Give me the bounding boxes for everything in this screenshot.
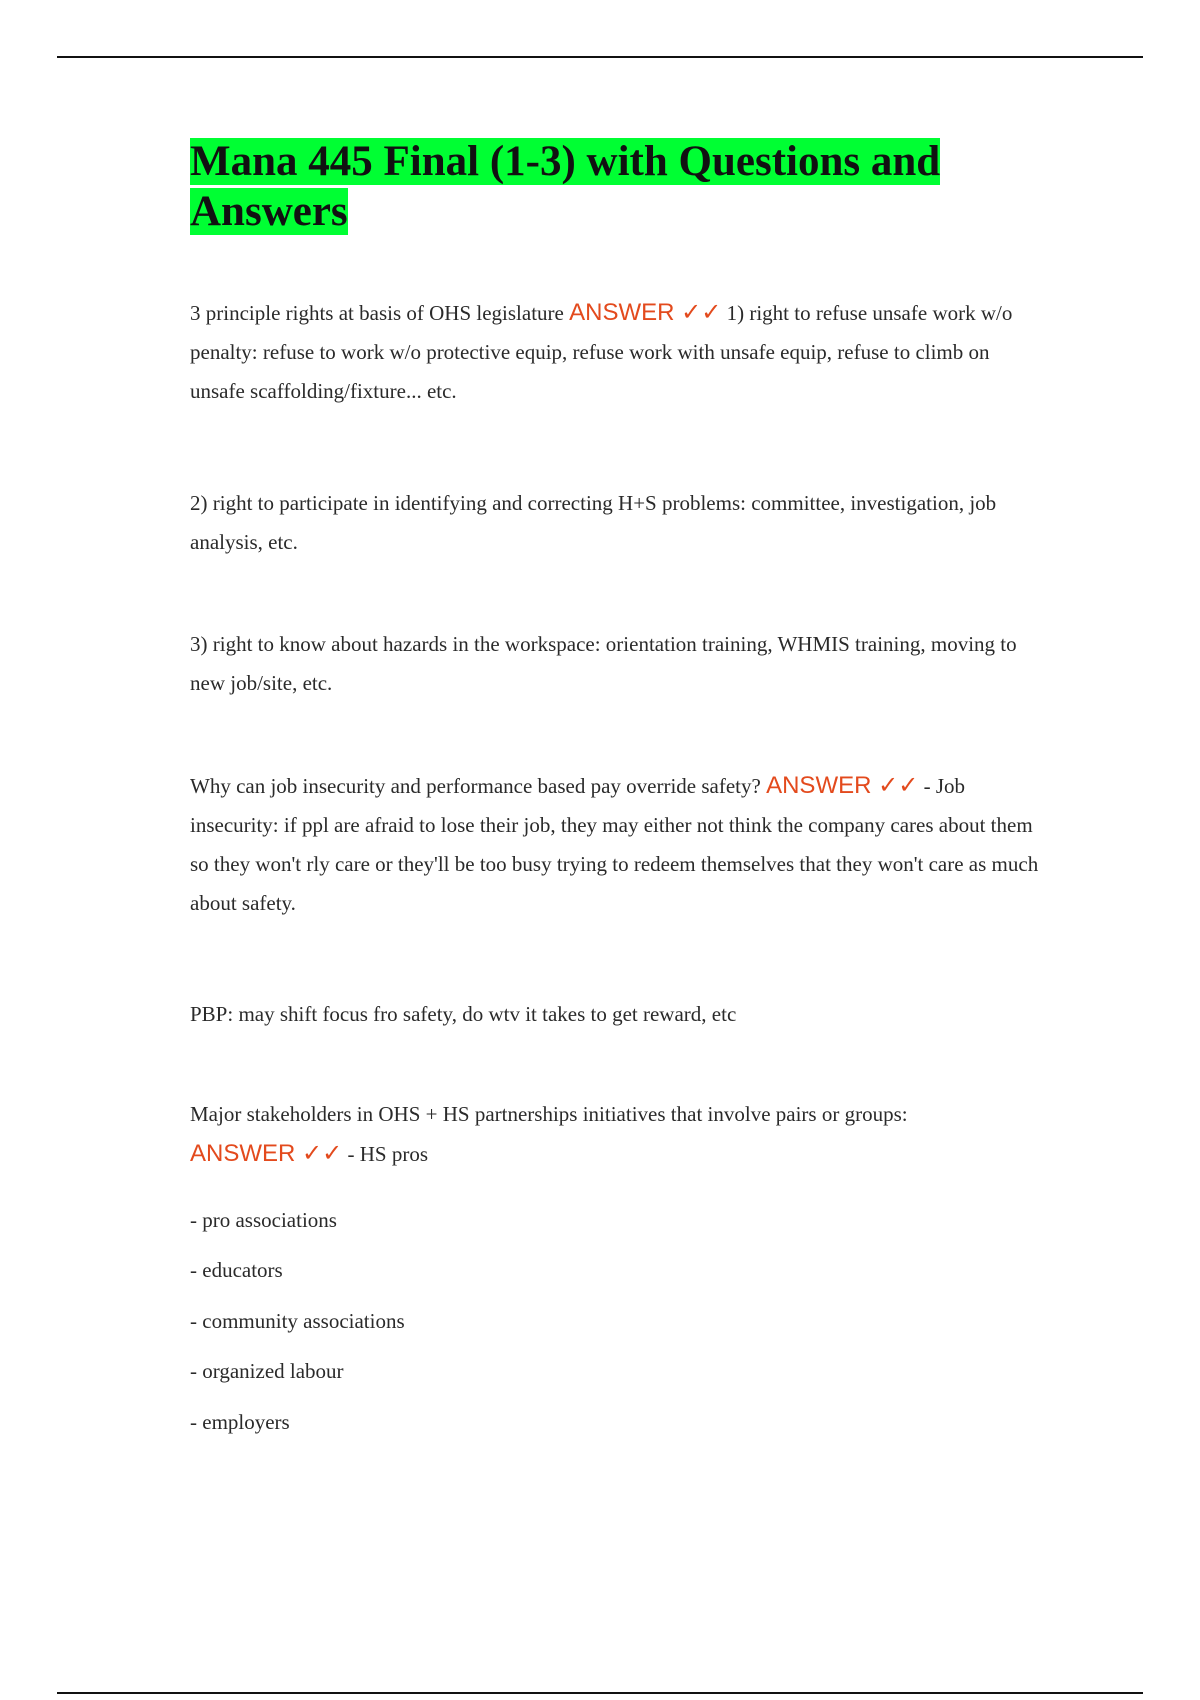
answer-marker: ANSWER ✓✓	[766, 772, 919, 799]
list-item: - educators	[190, 1258, 283, 1282]
list-item: - community associations	[190, 1309, 405, 1333]
answer-marker: ANSWER ✓✓	[569, 299, 722, 326]
list-item: - pro associations	[190, 1208, 337, 1232]
document-title	[190, 137, 990, 237]
document-body	[190, 137, 1040, 1434]
question-3-text: Major stakeholders in OHS + HS partnerships initiatives that involve pairs or groups:	[190, 1102, 908, 1126]
question-3	[190, 1095, 1040, 1174]
bottom-rule	[57, 1692, 1143, 1694]
question-1	[190, 293, 1040, 411]
answer-2-paragraph-2: PBP: may shift focus fro safety, do wtv it takes to get reward, etc	[190, 1002, 737, 1026]
list-item: - employers	[190, 1410, 290, 1434]
title-highlight: Mana 445 Final (1-3) with Questions and Answers	[190, 138, 941, 235]
answer-3-text: - HS pros	[342, 1142, 428, 1166]
answer-1-paragraph-3: 3) right to know about hazards in the workspace: orientation training, WHMIS training, moving to new job/site, etc.	[190, 632, 1017, 695]
question-1-text: 3 principle rights at basis of OHS legislature	[190, 301, 564, 325]
question-2	[190, 766, 1040, 923]
answer-1-paragraph-2: 2) right to participate in identifying and correcting H+S problems: committee, investigation, job analysis, etc.	[190, 491, 997, 554]
answer-2-text: - Job insecurity: if ppl are afraid to lose their job, they may either not think the company cares about them so they won't rly care or they'll be too busy trying to redeem themselves that they won't care as much about safety.	[190, 774, 1039, 915]
answer-1-text: 1) right to refuse unsafe work w/o penalty: refuse to work w/o protective equip, refuse work with unsafe equip, refuse to climb on unsafe scaffolding/fixture... etc.	[190, 301, 1013, 403]
top-rule	[57, 56, 1143, 58]
question-2-text: Why can job insecurity and performance based pay override safety?	[190, 774, 767, 798]
answer-marker: ANSWER ✓✓	[190, 1140, 343, 1167]
list-item: - organized labour	[190, 1359, 344, 1383]
